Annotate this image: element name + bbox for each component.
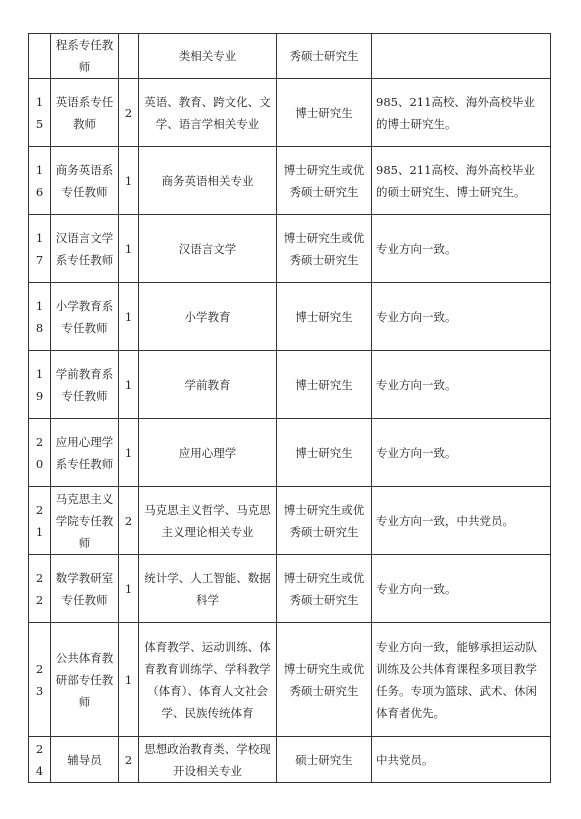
cell-number: 15	[29, 79, 51, 147]
cell-requirement: 985、211高校、海外高校毕业的硕士研究生、博士研究生。	[372, 147, 551, 215]
cell-requirement: 专业方向一致，中共党员。	[372, 487, 551, 555]
cell-count: 2	[119, 737, 139, 783]
table-row	[29, 351, 551, 419]
cell-requirement: 985、211高校、海外高校毕业的博士研究生。	[372, 79, 551, 147]
cell-degree: 博士研究生	[277, 283, 372, 351]
cell-number: 16	[29, 147, 51, 215]
cell-major: 应用心理学	[139, 419, 277, 487]
cell-degree: 博士研究生或优秀硕士研究生	[277, 147, 372, 215]
cell-position: 汉语言文学系专任教师	[51, 215, 119, 283]
table-row	[29, 623, 551, 737]
cell-count: 1	[119, 215, 139, 283]
table-row	[29, 215, 551, 283]
cell-major: 汉语言文学	[139, 215, 277, 283]
cell-number: 23	[29, 623, 51, 737]
cell-count: 1	[119, 419, 139, 487]
cell-position: 程系专任教师	[51, 34, 119, 79]
cell-number: 24	[29, 737, 51, 783]
cell-major: 马克思主义哲学、马克思主义理论相关专业	[139, 487, 277, 555]
cell-position: 小学教育系专任教师	[51, 283, 119, 351]
cell-requirement: 专业方向一致。	[372, 419, 551, 487]
recruitment-table	[28, 33, 551, 783]
cell-requirement: 专业方向一致。	[372, 351, 551, 419]
cell-requirement: 专业方向一致。	[372, 555, 551, 623]
cell-number: 17	[29, 215, 51, 283]
cell-position: 公共体育教研部专任教师	[51, 623, 119, 737]
cell-number	[29, 34, 51, 79]
cell-major: 思想政治教育类、学校现开设相关专业	[139, 737, 277, 783]
cell-requirement: 中共党员。	[372, 737, 551, 783]
cell-position: 辅导员	[51, 737, 119, 783]
table-row	[29, 34, 551, 79]
cell-degree: 博士研究生或优秀硕士研究生	[277, 487, 372, 555]
cell-major: 小学教育	[139, 283, 277, 351]
cell-count: 2	[119, 79, 139, 147]
cell-count	[119, 34, 139, 79]
cell-degree: 博士研究生	[277, 419, 372, 487]
cell-requirement: 专业方向一致。	[372, 283, 551, 351]
table-row	[29, 487, 551, 555]
cell-number: 22	[29, 555, 51, 623]
cell-degree: 博士研究生	[277, 351, 372, 419]
cell-count: 1	[119, 147, 139, 215]
cell-number: 20	[29, 419, 51, 487]
table-row	[29, 737, 551, 783]
cell-number: 21	[29, 487, 51, 555]
cell-major: 英语、教育、跨文化、文学、语言学相关专业	[139, 79, 277, 147]
table-row	[29, 283, 551, 351]
cell-number: 18	[29, 283, 51, 351]
cell-number: 19	[29, 351, 51, 419]
cell-degree: 博士研究生或优秀硕士研究生	[277, 623, 372, 737]
cell-degree: 秀硕士研究生	[277, 34, 372, 79]
cell-requirement: 专业方向一致。	[372, 215, 551, 283]
cell-major: 商务英语相关专业	[139, 147, 277, 215]
cell-position: 应用心理学系专任教师	[51, 419, 119, 487]
table-row	[29, 555, 551, 623]
cell-count: 1	[119, 555, 139, 623]
cell-degree: 硕士研究生	[277, 737, 372, 783]
cell-count: 1	[119, 283, 139, 351]
cell-major: 体育教学、运动训练、体育教育训练学、学科教学（体育）、体育人文社会学、民族传统体育	[139, 623, 277, 737]
cell-count: 1	[119, 623, 139, 737]
cell-degree: 博士研究生	[277, 79, 372, 147]
table-row	[29, 147, 551, 215]
cell-position: 英语系专任教师	[51, 79, 119, 147]
cell-degree: 博士研究生或优秀硕士研究生	[277, 215, 372, 283]
cell-position: 数学教研室专任教师	[51, 555, 119, 623]
table-row	[29, 79, 551, 147]
cell-count: 1	[119, 351, 139, 419]
cell-major: 统计学、人工智能、数据科学	[139, 555, 277, 623]
cell-requirement: 专业方向一致，能够承担运动队训练及公共体育课程多项目教学任务。专项为篮球、武术、休闲体育者优先。	[372, 623, 551, 737]
cell-count: 2	[119, 487, 139, 555]
cell-position: 学前教育系专任教师	[51, 351, 119, 419]
cell-requirement	[372, 34, 551, 79]
cell-major: 类相关专业	[139, 34, 277, 79]
cell-major: 学前教育	[139, 351, 277, 419]
cell-position: 商务英语系专任教师	[51, 147, 119, 215]
cell-position: 马克思主义学院专任教师	[51, 487, 119, 555]
cell-degree: 博士研究生或优秀硕士研究生	[277, 555, 372, 623]
table-row	[29, 419, 551, 487]
